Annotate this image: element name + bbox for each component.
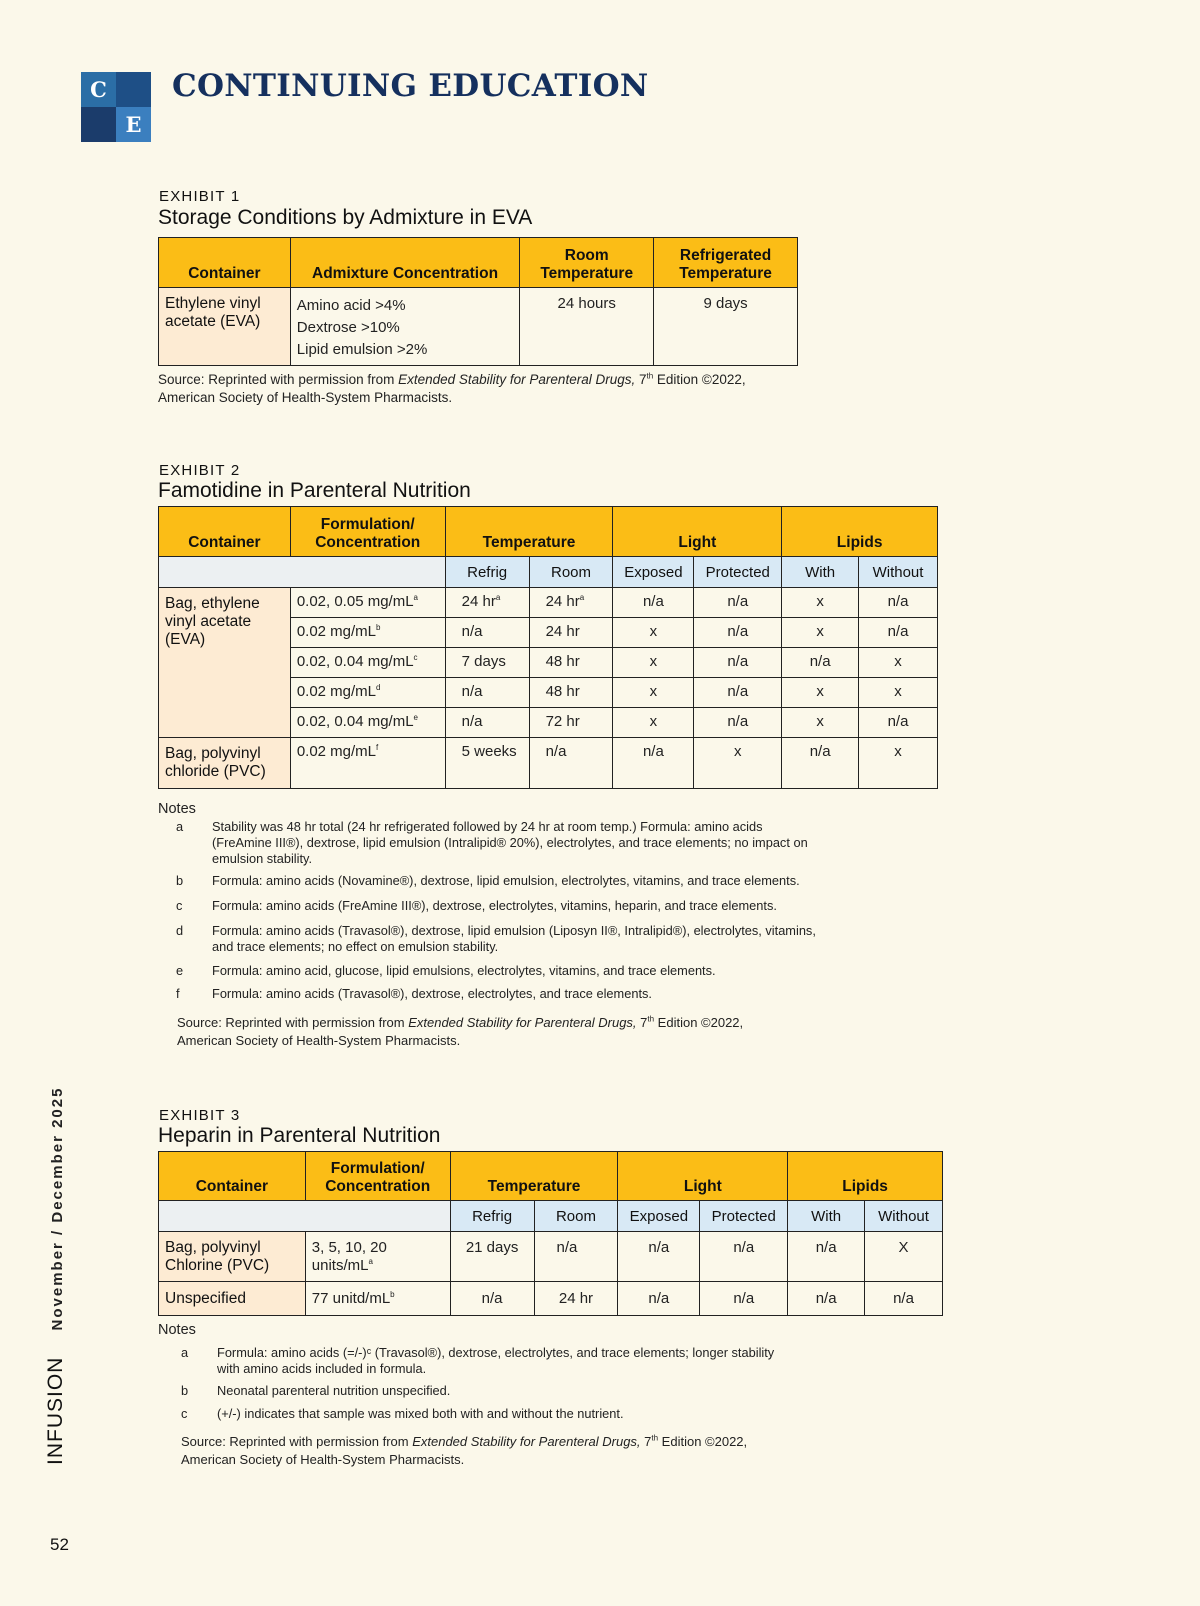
exhibit3-title: Heparin in Parenteral Nutrition <box>158 1124 441 1147</box>
subheader: With <box>788 1201 865 1232</box>
exhibit1-table <box>158 237 798 366</box>
refrig-cell: 21 days <box>450 1232 534 1282</box>
col-header: Temperature <box>445 507 613 557</box>
room-cell: 24 $hr^a$ <box>529 588 613 618</box>
exhibit2-table <box>158 506 938 789</box>
container-cell: Bag, polyvinyl Chlorine (PVC) <box>159 1232 306 1282</box>
with-lipids-cell: x <box>782 678 859 708</box>
col-header: Refrigerated Temperature <box>654 238 798 288</box>
col-header: Container <box>159 507 291 557</box>
subheader: Room <box>534 1201 618 1232</box>
exposed-cell: n/a <box>618 1232 700 1282</box>
concentration-cell: 0.02 $mg/mL^d$ <box>290 678 445 708</box>
with-lipids-cell: x <box>782 618 859 648</box>
protected-cell: n/a <box>694 588 782 618</box>
concentration-cell: 0.02, 0.04 $mg/mL^e$ <box>290 708 445 738</box>
logo-letter-e: E <box>116 107 151 142</box>
exposed-cell: x <box>613 618 694 648</box>
exhibit1-title: Storage Conditions by Admixture in EVA <box>158 206 533 229</box>
container-cell: Unspecified <box>159 1282 306 1316</box>
col-header: Light <box>618 1152 788 1201</box>
subheader: Without <box>859 557 938 588</box>
exposed-cell: x <box>613 678 694 708</box>
with-lipids-cell: n/a <box>788 1232 865 1282</box>
refrig-cell: n/a <box>445 708 529 738</box>
room-cell: n/a <box>534 1232 618 1282</box>
admixture-item: Dextrose >10% <box>296 319 400 336</box>
room-cell: 72 hr <box>529 708 613 738</box>
admixture-cell <box>290 288 520 366</box>
admixture-item: Amino acid >4% <box>296 297 406 314</box>
subheader: Exposed <box>618 1201 700 1232</box>
protected-cell: n/a <box>694 678 782 708</box>
without-lipids-cell: x <box>859 648 938 678</box>
col-header: Container <box>159 1152 306 1201</box>
protected-cell: n/a <box>694 618 782 648</box>
exhibit3-label: EXHIBIT 3 <box>159 1107 241 1124</box>
exhibit3-notes-heading: Notes <box>158 1322 196 1338</box>
refrig-cell: 5 weeks <box>445 738 529 789</box>
subheader: Without <box>865 1201 943 1232</box>
subheader: Protected <box>694 557 782 588</box>
col-header: Lipids <box>782 507 938 557</box>
protected-cell: n/a <box>694 708 782 738</box>
col-header: Formulation/ Concentration <box>290 507 445 557</box>
without-lipids-cell: X <box>865 1232 943 1282</box>
ce-logo <box>81 72 151 142</box>
note-item: b Formula: amino acids (Novamine®), dextrose, lipid emulsion, electrolytes, vitamins, and trace elements. <box>176 873 800 888</box>
col-header: Temperature <box>450 1152 618 1201</box>
protected-cell: n/a <box>700 1232 788 1282</box>
col-header: Light <box>613 507 782 557</box>
room-cell: 24 hr <box>529 618 613 648</box>
page-number: 52 <box>50 1535 69 1554</box>
exhibit1-source: Source: Reprinted with permission from Extended Stability for Parenteral Drugs, 7th Edition ©2022, American Society of Health-System Pharmacists. <box>158 371 746 405</box>
refrig-cell: 24 $hr^a$ <box>445 588 529 618</box>
concentration-cell: 3, 5, 10, 20 units/$mL^a$ <box>305 1232 450 1282</box>
magazine-name: INFUSION <box>44 1356 67 1465</box>
with-lipids-cell: n/a <box>788 1282 865 1316</box>
exhibit2-label: EXHIBIT 2 <box>159 462 241 479</box>
container-cell: Bag, ethylene vinyl acetate (EVA) <box>159 588 291 738</box>
exhibit2-notes <box>176 819 836 1002</box>
exhibit3-notes <box>181 1345 841 1422</box>
section-title: CONTINUING EDUCATION <box>172 68 649 104</box>
protected-cell: x <box>694 738 782 789</box>
refrig-cell: n/a <box>450 1282 534 1316</box>
subheader-blank <box>159 1201 451 1232</box>
logo-tile <box>81 107 116 142</box>
room-cell: 24 hr <box>534 1282 618 1316</box>
without-lipids-cell: n/a <box>865 1282 943 1316</box>
with-lipids-cell: n/a <box>782 738 859 789</box>
protected-cell: n/a <box>700 1282 788 1316</box>
concentration-cell: 0.02, 0.05 $mg/mL^a$ <box>290 588 445 618</box>
container-cell: Bag, polyvinyl chloride (PVC) <box>159 738 291 789</box>
concentration-cell: 0.02 $mg/mL^f$ <box>290 738 445 789</box>
refrig-temp-cell: 9 days <box>654 288 798 366</box>
refrig-cell: n/a <box>445 678 529 708</box>
col-header: Room Temperature <box>520 238 654 288</box>
note-item: b Neonatal parenteral nutrition unspecified. <box>181 1383 451 1398</box>
without-lipids-cell: x <box>859 738 938 789</box>
exhibit2-notes-heading: Notes <box>158 801 196 817</box>
concentration-cell: 0.02, 0.04 $mg/mL^c$ <box>290 648 445 678</box>
with-lipids-cell: x <box>782 588 859 618</box>
protected-cell: n/a <box>694 648 782 678</box>
logo-letter-c: C <box>81 72 116 107</box>
subheader: Refrig <box>450 1201 534 1232</box>
exhibit2-title: Famotidine in Parenteral Nutrition <box>158 479 471 502</box>
admixture-item: Lipid emulsion >2% <box>296 341 428 358</box>
refrig-cell: n/a <box>445 618 529 648</box>
with-lipids-cell: x <box>782 708 859 738</box>
room-cell: 48 hr <box>529 648 613 678</box>
note-item: d Formula: amino acids (Travasol®), dextrose, lipid emulsion (Liposyn II®, Intralipid®), electrolytes, vitamins, and trace elements; no effect on emulsion stability. <box>176 923 816 954</box>
note-item: f Formula: amino acids (Travasol®), dextrose, electrolytes, and trace elements. <box>176 986 652 1001</box>
col-header: Admixture Concentration <box>290 238 520 288</box>
issue-date: November / December 2025 <box>49 1086 66 1331</box>
container-cell: Ethylene vinyl acetate (EVA) <box>159 288 291 366</box>
note-item: a Stability was 48 hr total (24 hr refrigerated followed by 24 hr at room temp.) Formula: amino acids (FreAmine III®), dextrose, lipid emulsion (Intralipid® 20%), electrolytes, and trace elements; no impact on emulsion stability. <box>176 819 808 866</box>
col-header: Lipids <box>788 1152 943 1201</box>
exhibit3-table <box>158 1151 943 1316</box>
exhibit2-source: Source: Reprinted with permission from Extended Stability for Parenteral Drugs, 7th Edition ©2022, American Society of Health-System Pharmacists. <box>177 1014 744 1048</box>
exposed-cell: n/a <box>613 588 694 618</box>
exposed-cell: x <box>613 648 694 678</box>
subheader: With <box>782 557 859 588</box>
exhibit1-label: EXHIBIT 1 <box>159 188 241 205</box>
concentration-cell: 77 unitd/$mL^b$ <box>305 1282 450 1316</box>
col-header: Formulation/ Concentration <box>305 1152 450 1201</box>
subheader: Exposed <box>613 557 694 588</box>
without-lipids-cell: x <box>859 678 938 708</box>
exposed-cell: n/a <box>613 738 694 789</box>
without-lipids-cell: n/a <box>859 588 938 618</box>
room-cell: 48 hr <box>529 678 613 708</box>
concentration-cell: 0.02 $mg/mL^b$ <box>290 618 445 648</box>
without-lipids-cell: n/a <box>859 618 938 648</box>
note-item: c (+/-) indicates that sample was mixed both with and without the nutrient. <box>181 1406 624 1421</box>
logo-tile <box>116 72 151 107</box>
with-lipids-cell: n/a <box>782 648 859 678</box>
subheader-blank <box>159 557 446 588</box>
without-lipids-cell: n/a <box>859 708 938 738</box>
exposed-cell: x <box>613 708 694 738</box>
sidebar-vertical <box>44 1087 68 1465</box>
exposed-cell: n/a <box>618 1282 700 1316</box>
subheader: Room <box>529 557 613 588</box>
col-header: Container <box>159 238 291 288</box>
subheader: Refrig <box>445 557 529 588</box>
room-temp-cell: 24 hours <box>520 288 654 366</box>
note-item: c Formula: amino acids (FreAmine III®), dextrose, electrolytes, vitamins, heparin, and trace elements. <box>176 898 777 913</box>
note-item: a Formula: amino acids (=/-)ᶜ (Travasol®), dextrose, electrolytes, and trace elements; longer stability with amino acids included in formula. <box>181 1345 775 1376</box>
note-item: e Formula: amino acid, glucose, lipid emulsions, electrolytes, vitamins, and trace elements. <box>176 963 716 978</box>
refrig-cell: 7 days <box>445 648 529 678</box>
exhibit3-source: Source: Reprinted with permission from Extended Stability for Parenteral Drugs, 7th Edition ©2022, American Society of Health-System Pharmacists. <box>181 1433 748 1467</box>
subheader: Protected <box>700 1201 788 1232</box>
room-cell: n/a <box>529 738 613 789</box>
